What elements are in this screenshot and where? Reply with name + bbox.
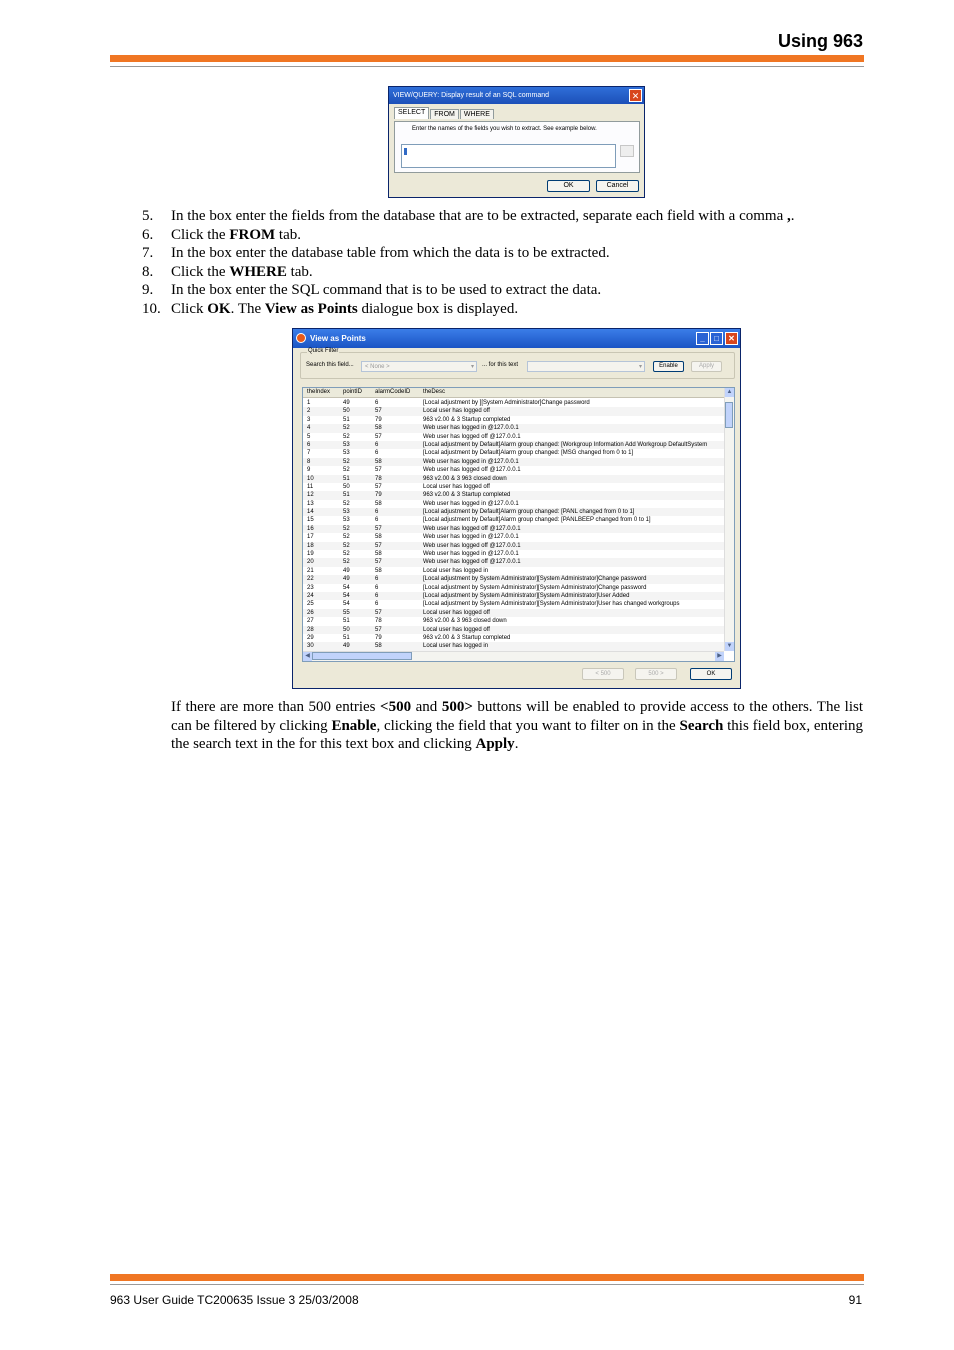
scroll-thumb[interactable]	[312, 652, 412, 660]
table-cell: [Local adjustment by Default]Alarm group changed: [MSG changed from 0 to 1]	[423, 450, 634, 457]
table-cell: Web user has logged off @127.0.0.1	[423, 559, 521, 566]
ok-button[interactable]: OK	[690, 668, 732, 680]
table-cell: 50	[343, 483, 350, 490]
header-rule	[110, 55, 864, 62]
table-row[interactable]	[303, 483, 724, 491]
chevron-down-icon: ▾	[470, 364, 474, 370]
points-dialog-titlebar	[293, 329, 740, 348]
table-cell: 19	[307, 551, 314, 558]
table-row[interactable]	[303, 441, 724, 449]
chevron-down-icon: ▾	[638, 364, 642, 370]
table-row[interactable]	[303, 634, 724, 642]
table-cell: 58	[375, 458, 382, 465]
ellipsis-button[interactable]	[620, 145, 634, 157]
page-number: 91	[848, 1293, 862, 1307]
table-header	[303, 388, 724, 398]
table-row[interactable]	[303, 491, 724, 499]
table-row[interactable]	[303, 449, 724, 457]
scroll-down-icon[interactable]: ▼	[726, 643, 733, 649]
table-cell: 963 v2.00 & 3 963 closed down	[423, 618, 507, 625]
table-cell: 7	[307, 450, 311, 457]
step-text-after: tab.	[286, 263, 313, 280]
table-cell: 2	[307, 408, 311, 415]
table-cell: 58	[375, 643, 382, 650]
table-cell: 22	[307, 576, 314, 583]
table-cell: 6	[375, 517, 379, 524]
minimize-icon[interactable]: _	[696, 332, 709, 345]
step-number: 7.	[142, 245, 154, 262]
cancel-button[interactable]: Cancel	[596, 180, 639, 192]
table-cell: 57	[375, 626, 382, 633]
column-header[interactable]: theDesc	[423, 389, 446, 395]
search-field-value: < None >	[365, 364, 390, 370]
table-cell: 49	[343, 576, 350, 583]
search-field-label: Search this field...	[306, 362, 354, 368]
table-cell: 11	[307, 483, 314, 490]
list-item	[142, 281, 862, 300]
table-cell: 26	[307, 609, 314, 616]
tab-from[interactable]: FROM	[430, 109, 459, 119]
table-cell: 79	[375, 492, 382, 499]
table-cell: 50	[343, 408, 350, 415]
table-cell: 5	[307, 433, 311, 440]
maximize-icon[interactable]: □	[710, 332, 723, 345]
table-cell: 49	[343, 400, 350, 406]
table-row[interactable]	[303, 466, 724, 474]
step-number: 10.	[142, 300, 161, 317]
table-cell: 52	[343, 542, 350, 549]
table-cell: 24	[307, 592, 314, 599]
table-cell: Web user has logged in @127.0.0.1	[423, 425, 519, 432]
step-bold-2: View as Points	[264, 300, 358, 317]
table-cell: 9	[307, 467, 311, 474]
table-cell: 12	[307, 492, 314, 499]
table-cell: 6	[375, 450, 379, 457]
table-cell: 49	[343, 643, 350, 650]
table-row[interactable]	[303, 500, 724, 508]
table-cell: 52	[343, 551, 350, 558]
table-cell: Web user has logged in @127.0.0.1	[423, 551, 519, 558]
apply-button[interactable]: Apply	[691, 361, 722, 372]
table-row[interactable]	[303, 617, 724, 625]
table-cell: 4	[307, 425, 311, 432]
table-cell: 1	[307, 400, 311, 406]
ok-button[interactable]: OK	[547, 180, 590, 192]
step-number: 9.	[142, 282, 154, 299]
step-text-after: dialogue box is displayed.	[357, 300, 519, 317]
table-cell: 58	[375, 551, 382, 558]
table-cell: 15	[307, 517, 314, 524]
table-row[interactable]	[303, 609, 724, 617]
table-cell: 51	[343, 475, 350, 482]
table-row[interactable]	[303, 416, 724, 424]
enable-button[interactable]: Enable	[653, 361, 684, 372]
table-cell: 54	[343, 601, 350, 608]
table-cell: 58	[375, 534, 382, 541]
next-500-button[interactable]: 500 >	[635, 668, 677, 680]
table-cell: 16	[307, 525, 314, 532]
table-cell: 28	[307, 626, 314, 633]
table-row[interactable]	[303, 642, 724, 650]
table-cell: 6	[375, 441, 379, 448]
table-cell: 6	[375, 584, 379, 591]
para-text: .	[514, 736, 519, 753]
table-cell: Local user has logged in	[423, 643, 489, 650]
para-bold: Enable	[331, 717, 377, 734]
table-cell: 17	[307, 534, 314, 541]
table-cell: 53	[343, 450, 350, 457]
table-cell: Local user has logged off	[423, 408, 490, 415]
sql-dialog-titlebar	[389, 87, 644, 104]
column-header[interactable]: pointID	[343, 389, 363, 395]
table-cell: Web user has logged in @127.0.0.1	[423, 534, 519, 541]
table-cell: 58	[375, 500, 382, 507]
table-row[interactable]	[303, 458, 724, 466]
vertical-scrollbar[interactable]	[724, 388, 734, 651]
table-cell: Web user has logged off @127.0.0.1	[423, 525, 521, 532]
table-row[interactable]	[303, 600, 724, 608]
table-cell: 57	[375, 408, 382, 415]
table-cell: [Local adjustment by ][System Administrator]Change password	[423, 400, 590, 406]
table-cell: 51	[343, 634, 350, 641]
table-cell: Local user has logged off	[423, 609, 490, 616]
table-body	[303, 399, 724, 651]
steps-list	[142, 207, 862, 319]
explanation-paragraph	[171, 698, 863, 754]
table-cell: Web user has logged in @127.0.0.1	[423, 500, 519, 507]
table-cell: 10	[307, 475, 314, 482]
table-row[interactable]	[303, 407, 724, 415]
tab-select[interactable]: SELECT	[394, 107, 429, 119]
table-cell: 58	[375, 567, 382, 574]
table-cell: 78	[375, 618, 382, 625]
table-cell: 13	[307, 500, 314, 507]
table-cell: 54	[343, 592, 350, 599]
app-icon	[296, 333, 306, 343]
tab-where[interactable]: WHERE	[460, 109, 494, 119]
table-row[interactable]	[303, 525, 724, 533]
para-text: If there are more than 500 entries	[171, 699, 381, 715]
table-row[interactable]	[303, 584, 724, 592]
table-cell: 30	[307, 643, 314, 650]
table-cell: 52	[343, 525, 350, 532]
table-cell: 27	[307, 618, 314, 625]
table-cell: 20	[307, 559, 314, 566]
points-table	[302, 387, 735, 662]
list-item	[142, 300, 862, 319]
table-cell: 57	[375, 433, 382, 440]
scroll-up-icon[interactable]: ▲	[726, 389, 733, 395]
table-cell: 963 v2.00 & 3 Startup completed	[423, 634, 511, 641]
points-dialog-title: View as Points	[310, 334, 366, 343]
table-cell: 6	[307, 441, 311, 448]
para-bold: Search	[679, 717, 724, 734]
table-cell: 57	[375, 467, 382, 474]
table-cell: [Local adjustment by System Administrator][System Administrator]User Added	[423, 592, 630, 599]
close-icon[interactable]: ✕	[629, 89, 642, 102]
step-number: 5.	[142, 208, 154, 224]
table-cell: 50	[343, 626, 350, 633]
table-cell: [Local adjustment by System Administrator][System Administrator]User has changed workgroups	[423, 601, 680, 608]
filter-text-input[interactable]	[527, 361, 645, 372]
table-row[interactable]	[303, 550, 724, 558]
text-cursor	[404, 148, 407, 155]
table-cell: 6	[375, 400, 379, 406]
close-icon[interactable]: ✕	[725, 332, 738, 345]
table-cell: 57	[375, 483, 382, 490]
step-text: In the box enter the SQL command that is to be used to extract the data.	[171, 282, 602, 299]
quick-filter-label: Quick Filter	[308, 348, 339, 354]
step-number: 6.	[142, 226, 154, 243]
table-cell: 57	[375, 525, 382, 532]
table-row[interactable]	[303, 516, 724, 524]
footer-thin-rule	[110, 1284, 864, 1285]
step-text-after: tab.	[275, 226, 301, 243]
table-row[interactable]	[303, 533, 724, 541]
step-text: Click the	[171, 263, 230, 280]
table-cell: [Local adjustment by System Administrator][System Administrator]Change password	[423, 576, 647, 583]
table-row[interactable]	[303, 567, 724, 575]
table-cell: [Local adjustment by Default]Alarm group changed: [PANLBEEP changed from 0 to 1]	[423, 517, 651, 524]
header-thin-rule	[110, 66, 864, 67]
table-cell: Web user has logged off @127.0.0.1	[423, 467, 521, 474]
table-cell: 52	[343, 467, 350, 474]
table-cell: 79	[375, 416, 382, 423]
table-cell: 53	[343, 509, 350, 516]
table-cell: 57	[375, 559, 382, 566]
step-text: Click the	[171, 226, 230, 243]
step-text: Click	[171, 300, 208, 317]
table-row[interactable]	[303, 575, 724, 583]
para-text: this field box, entering the search text in the for this text box and clicking	[171, 717, 863, 753]
table-row[interactable]	[303, 626, 724, 634]
para-text: and	[411, 699, 442, 715]
step-text-middle: . The	[230, 300, 265, 317]
table-cell: Local user has logged in	[423, 567, 489, 574]
table-row[interactable]	[303, 424, 724, 432]
table-cell: 18	[307, 542, 314, 549]
table-cell: Web user has logged off @127.0.0.1	[423, 542, 521, 549]
list-item	[142, 244, 862, 263]
table-cell: 6	[375, 576, 379, 583]
table-cell: 52	[343, 500, 350, 507]
step-bold: FROM	[229, 226, 276, 243]
scroll-thumb[interactable]	[725, 402, 733, 428]
table-row[interactable]	[303, 508, 724, 516]
table-cell: 6	[375, 601, 379, 608]
table-cell: Local user has logged off	[423, 626, 490, 633]
table-cell: 6	[375, 592, 379, 599]
scroll-left-icon[interactable]: ◀	[303, 652, 312, 661]
table-cell: 49	[343, 567, 350, 574]
para-bold: <500	[380, 699, 412, 715]
table-cell: 57	[375, 609, 382, 616]
step-bold: OK	[207, 300, 231, 317]
table-cell: 3	[307, 416, 311, 423]
table-cell: [Local adjustment by Default]Alarm group changed: [PANL changed from 0 to 1]	[423, 509, 635, 516]
para-text: buttons will be enabled to provide access to the others. The list can be filtered by clicking	[171, 699, 863, 734]
page-header-title: Using 963	[777, 31, 863, 51]
table-row[interactable]	[303, 542, 724, 550]
column-header[interactable]: theIndex	[307, 389, 331, 395]
table-cell: 6	[375, 509, 379, 516]
table-row[interactable]	[303, 399, 724, 407]
para-bold: 500>	[441, 699, 473, 715]
table-cell: 52	[343, 559, 350, 566]
table-cell: 57	[375, 542, 382, 549]
table-cell: 963 v2.00 & 3 963 closed down	[423, 475, 507, 482]
sql-dialog	[388, 86, 645, 198]
step-bold: ,	[786, 208, 791, 224]
table-cell: 51	[343, 618, 350, 625]
table-cell: [Local adjustment by Default]Alarm group changed: [Workgroup Information Add Workgroup DefaultSystem	[423, 441, 708, 448]
table-cell: 52	[343, 425, 350, 432]
step-bold: WHERE	[229, 263, 287, 280]
table-row[interactable]	[303, 592, 724, 600]
table-cell: Local user has logged off	[423, 483, 490, 490]
table-cell: 79	[375, 634, 382, 641]
quick-filter-group	[300, 348, 735, 379]
table-row[interactable]	[303, 475, 724, 483]
table-row[interactable]	[303, 558, 724, 566]
table-cell: 963 v2.00 & 3 Startup completed	[423, 416, 511, 423]
table-cell: 963 v2.00 & 3 Startup completed	[423, 492, 511, 499]
para-text: , clicking the field that you want to filter on in the	[376, 717, 680, 734]
table-cell: 55	[343, 609, 350, 616]
table-cell: 21	[307, 567, 314, 574]
table-cell: 58	[375, 425, 382, 432]
table-cell: 14	[307, 509, 314, 516]
list-item	[142, 263, 862, 282]
sql-hint: Enter the names of the fields you wish to extract. See example below.	[412, 126, 597, 132]
fields-input[interactable]	[401, 144, 616, 168]
search-field-select[interactable]	[361, 361, 477, 372]
table-cell: 51	[343, 492, 350, 499]
sql-tabs	[394, 109, 495, 119]
para-bold: Apply	[475, 736, 515, 753]
step-text: In the box enter the database table from which the data is to be extracted.	[171, 245, 610, 262]
scroll-right-icon[interactable]: ▶	[715, 652, 724, 661]
prev-500-button[interactable]: < 500	[582, 668, 624, 680]
column-header[interactable]: alarmCodeID	[375, 389, 411, 395]
table-cell: 53	[343, 517, 350, 524]
table-row[interactable]	[303, 433, 724, 441]
table-cell: 52	[343, 458, 350, 465]
step-text-after: .	[790, 208, 795, 224]
table-cell: Web user has logged in @127.0.0.1	[423, 458, 519, 465]
table-cell: 8	[307, 458, 311, 465]
table-cell: 25	[307, 601, 314, 608]
table-cell: [Local adjustment by System Administrator][System Administrator]Change password	[423, 584, 647, 591]
for-text-label: ... for this text	[482, 362, 519, 368]
step-number: 8.	[142, 263, 154, 280]
table-cell: Web user has logged off @127.0.0.1	[423, 433, 521, 440]
table-cell: 23	[307, 584, 314, 591]
table-cell: 51	[343, 416, 350, 423]
table-cell: 53	[343, 441, 350, 448]
footer-rule	[110, 1274, 864, 1281]
step-text: In the box enter the fields from the database that are to be extracted, separate each field with a comma	[171, 208, 787, 224]
footer-doc-info: 963 User Guide TC200635 Issue 3 25/03/2008	[110, 1293, 359, 1307]
list-item	[142, 226, 862, 245]
table-cell: 52	[343, 534, 350, 541]
table-cell: 29	[307, 634, 314, 641]
sql-dialog-title: VIEW/QUERY: Display result of an SQL command	[393, 92, 550, 99]
horizontal-scrollbar[interactable]	[303, 651, 724, 661]
table-cell: 78	[375, 475, 382, 482]
view-as-points-dialog	[292, 328, 741, 689]
table-cell: 52	[343, 433, 350, 440]
table-cell: 54	[343, 584, 350, 591]
list-item	[142, 207, 862, 226]
